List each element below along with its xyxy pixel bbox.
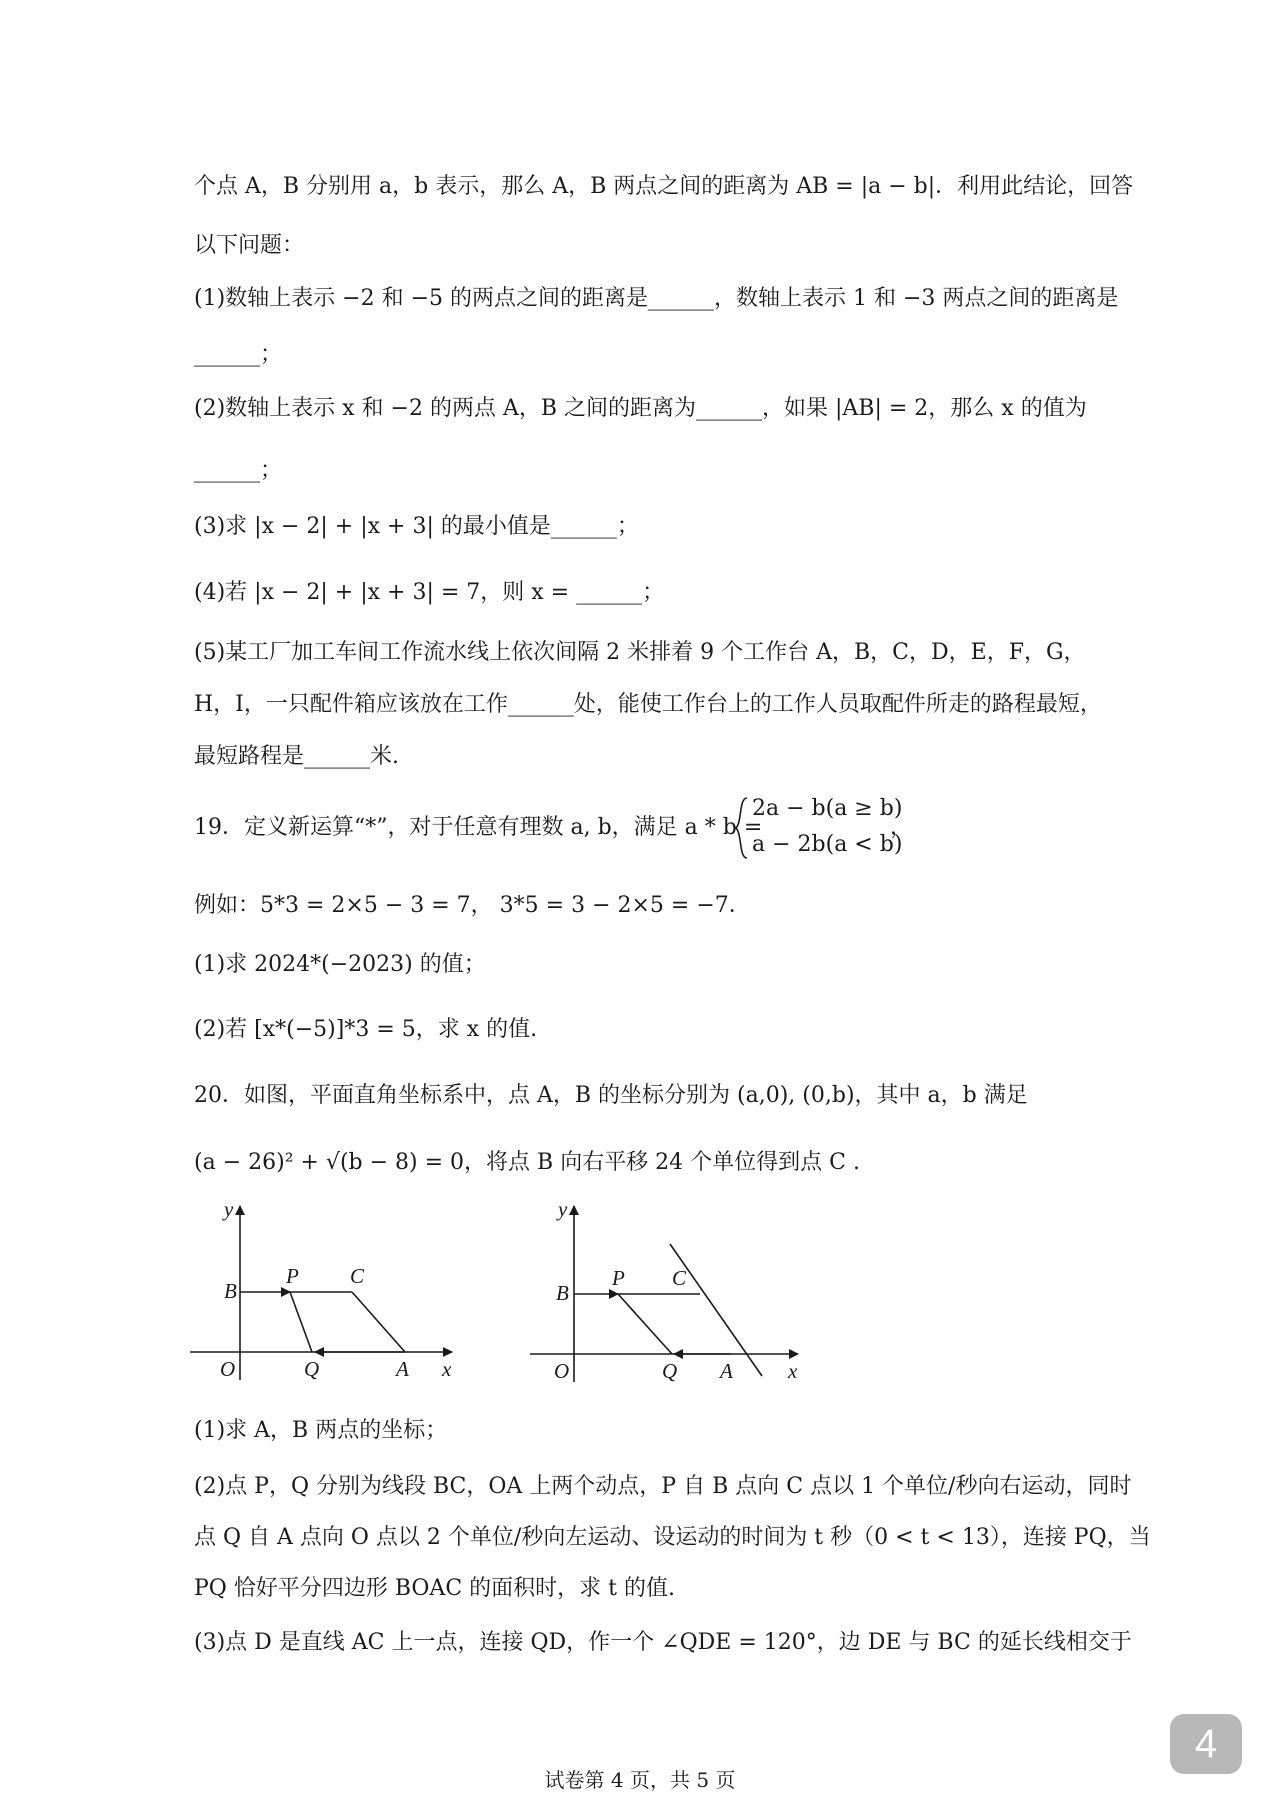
figure-2: [530, 1198, 810, 1388]
q19-example: 例如：5*3 = 2×5 − 3 = 7， 3*5 = 3 − 2×5 = −7．: [194, 893, 751, 918]
q18-part1-line2: ______；: [194, 342, 283, 367]
q18-part1-line1: (1)数轴上表示 −2 和 −5 的两点之间的距离是______，数轴上表示 1 和 −3 两点之间的距离是: [194, 286, 1119, 311]
label-q: Q: [662, 1359, 678, 1383]
q19-stem-tail: ，: [890, 815, 913, 840]
intro-line-2: 以下问题：: [194, 233, 305, 258]
label-c: C: [672, 1266, 687, 1290]
q18-part2-line1: (2)数轴上表示 x 和 −2 的两点 A，B 之间的距离为______，如果 |AB| = 2，那么 x 的值为: [194, 396, 1087, 421]
q18-part5-line1: (5)某工厂加工车间工作流水线上依次间隔 2 米排着 9 个工作台 A，B，C，D，E，F，G，: [194, 640, 1086, 665]
intro-line-1: 个点 A，B 分别用 a，b 表示，那么 A，B 两点之间的距离为 AB = |a − b|．利用此结论，回答: [194, 174, 1134, 199]
label-b: B: [224, 1279, 237, 1303]
label-y: y: [558, 1198, 568, 1221]
q20-stem-line1: 20．如图，平面直角坐标系中，点 A，B 的坐标分别为 (a,0), (0,b)，其中 a，b 满足: [194, 1083, 1028, 1108]
label-c: C: [350, 1264, 365, 1288]
q18-part3: (3)求 |x − 2| + |x + 3| 的最小值是______；: [194, 514, 639, 539]
q20-part2-line2: 点 Q 自 A 点向 O 点以 2 个单位/秒向左运动、设运动的时间为 t 秒（0 < t < 13），连接 PQ，当: [194, 1525, 1151, 1550]
segment-pq: [618, 1294, 672, 1354]
line-ac: [670, 1244, 762, 1376]
label-q: Q: [304, 1357, 320, 1381]
label-a: A: [720, 1359, 733, 1383]
segment-ca: [352, 1292, 405, 1352]
label-y: y: [224, 1198, 234, 1221]
q18-part5-line2: H，I，一只配件箱应该放在工作______处，能使工作台上的工作人员取配件所走的路程最短，: [194, 692, 1102, 717]
q19-stem: 19．定义新运算“*”，对于任意有理数 a, b，满足 a * b =: [194, 815, 763, 840]
q19-part2: (2)若 [x*(−5)]*3 = 5，求 x 的值.: [194, 1017, 538, 1042]
q20-part1: (1)求 A，B 两点的坐标；: [194, 1418, 448, 1443]
label-o: O: [554, 1359, 570, 1383]
label-p: P: [286, 1264, 299, 1288]
figure-1: [190, 1198, 460, 1383]
page-footer: 试卷第 4 页，共 5 页: [544, 1768, 736, 1792]
q19-case-1: 2a − b(a ≥ b): [752, 796, 903, 821]
q18-part5-line3: 最短路程是______米.: [194, 744, 399, 769]
q19-brace: [734, 796, 750, 860]
q19-case-2: a − 2b(a < b): [752, 832, 903, 857]
q18-part4: (4)若 |x − 2| + |x + 3| = 7，则 x = ______；: [194, 580, 665, 605]
label-a: A: [396, 1357, 409, 1381]
q20-stem-line2: (a − 26)² + √(b − 8) = 0，将点 B 向右平移 24 个单位得到点 C .: [194, 1150, 860, 1175]
page-number-badge[interactable]: 4: [1170, 1714, 1242, 1774]
q20-part2-line3: PQ 恰好平分四边形 BOAC 的面积时，求 t 的值.: [194, 1576, 675, 1601]
segment-pq: [290, 1292, 312, 1352]
label-p: P: [612, 1266, 625, 1290]
label-o: O: [220, 1357, 236, 1381]
q20-part3: (3)点 D 是直线 AC 上一点，连接 QD，作一个 ∠QDE = 120°，边 DE 与 BC 的延长线相交于: [194, 1630, 1132, 1655]
q18-part2-line2: ______；: [194, 458, 283, 483]
label-x: x: [442, 1357, 452, 1381]
label-x: x: [788, 1359, 798, 1383]
q19-part1: (1)求 2024*(−2023) 的值；: [194, 952, 486, 977]
q20-part2-line1: (2)点 P，Q 分别为线段 BC，OA 上两个动点，P 自 B 点向 C 点以 1 个单位/秒向右运动，同时: [194, 1474, 1132, 1499]
label-b: B: [556, 1281, 569, 1305]
